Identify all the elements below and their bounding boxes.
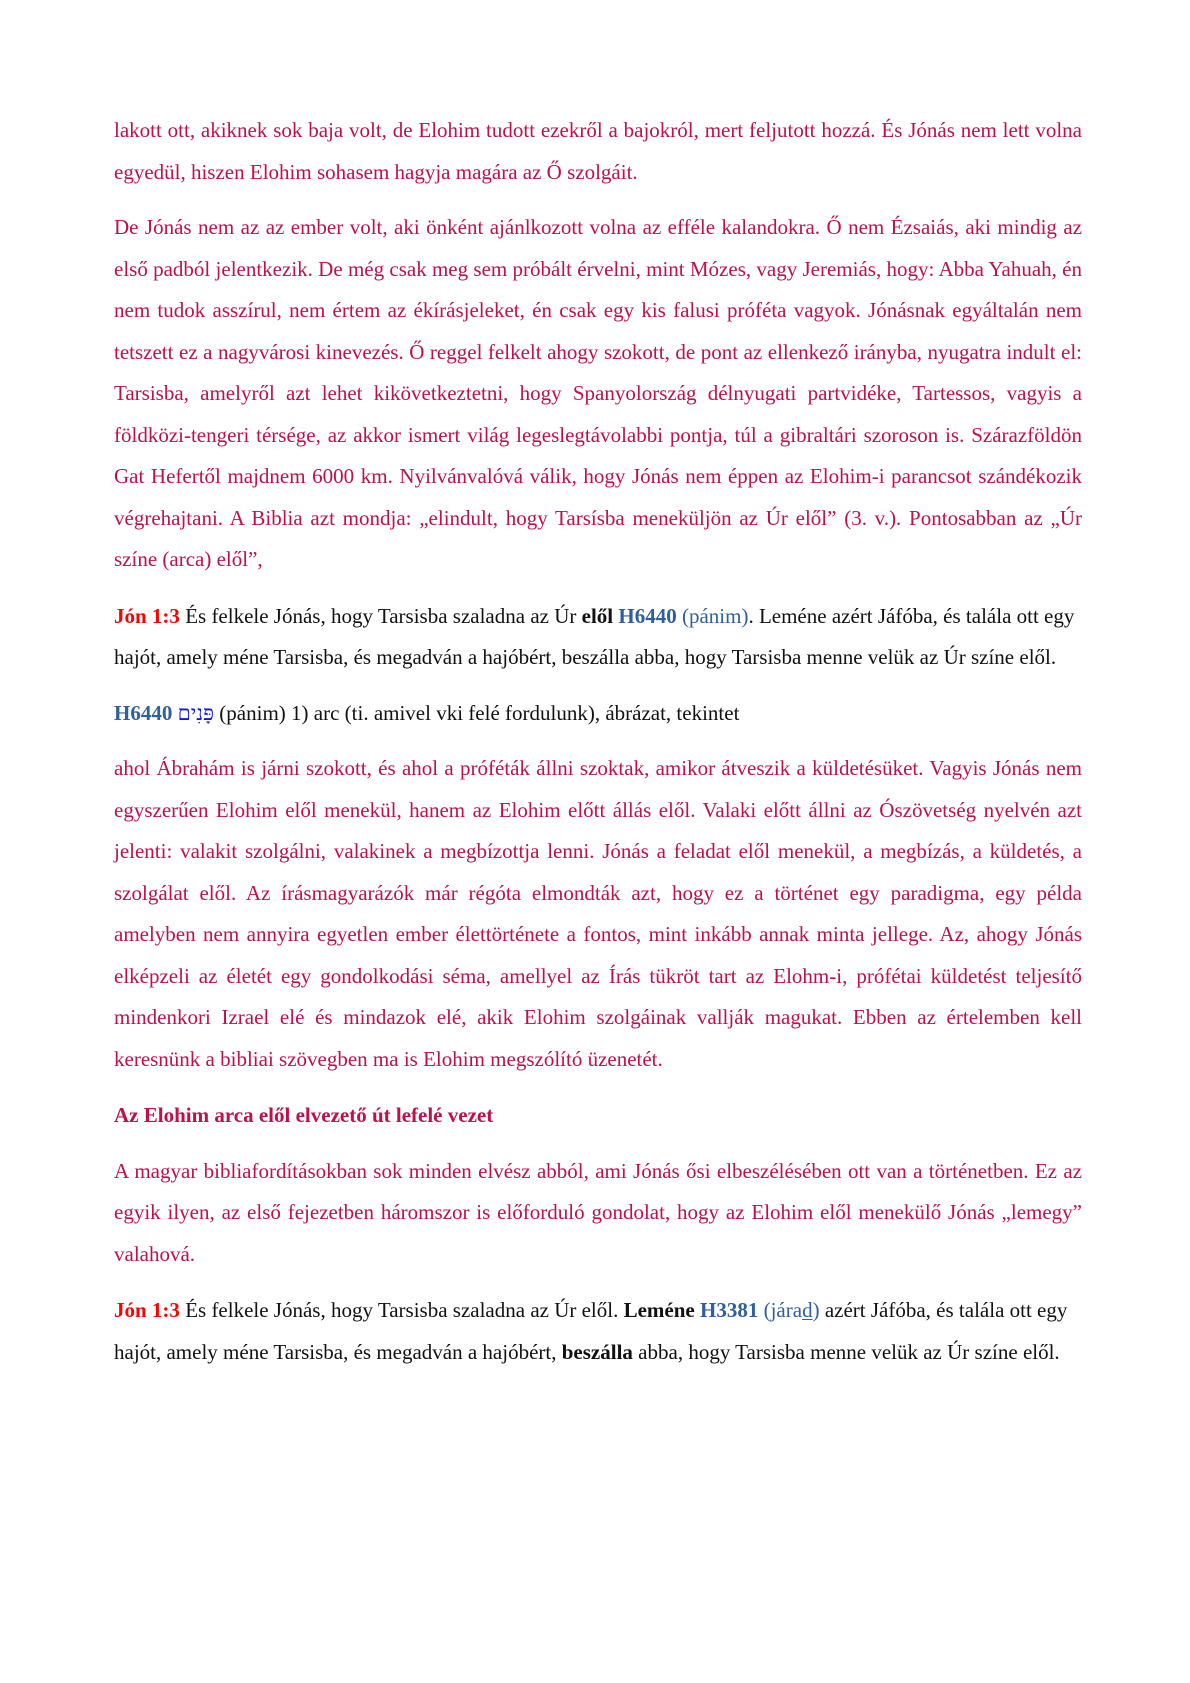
verse-reference: Jón 1:3 bbox=[114, 603, 180, 628]
paragraph-jonah-flees: De Jónás nem az az ember volt, aki önként ajánlkozott volna az efféle kalandokra. Ő nem Ézsaiás, aki mindig az első padból jelentkezik. De még csak meg sem próbált érvelni, mint Mózes, vagy Jeremiás, hogy: Abba Yahuah, én nem tudok asszírul, nem értem az ékírásjeleket, én csak egy kis falusi próféta vagyok. Jónásnak egyáltalán nem tetszett ez a nagyvárosi kinevezés. Ő reggel felkelt ahogy szokott, de pont az ellenkező irányba, nyugatra indult el: Tarsisba, amelyről azt lehet kikövetkeztetni, hogy Spanyolország délnyugati partvidéke, Tartessos, vagyis a földközi-tengeri térsége, az akkor ismert világ legeslegtávolabbi pontja, túl a gibraltári szoroson is. Szárazföldön Gat Hefertől majdnem 6000 km. Nyilvánvalóvá válik, hogy Jónás nem éppen az Elohim-i parancsot szándékozik végrehajtani. A Biblia azt mondja: „elindult, hogy Tarsísba meneküljön az Úr elől” (3. v.). Pontosabban az „Úr színe (arca) elől”, bbox=[114, 215, 1082, 571]
strong-number-link[interactable]: H3381 bbox=[700, 1298, 759, 1322]
section-heading: Az Elohim arca elől elvezető út lefelé vezet bbox=[114, 1103, 494, 1127]
transliteration bbox=[764, 1298, 820, 1322]
verse-text: azért Jáfóba, és talála ott egy hajót, amely méne Tarsisba, és megadván a hajóbért, bbox=[114, 1298, 1068, 1364]
paragraph-translation-note: A magyar bibliafordításokban sok minden elvész abból, ami Jónás ősi elbeszélésében ott van a történetben. Ez az egyik ilyen, az első fejezetben háromszor is előforduló gondolat, hogy az Elohim elől menekülő Jónás „lemegy” valahová. bbox=[114, 1158, 1082, 1266]
transliteration-part: (jára bbox=[763, 1298, 803, 1322]
bible-verse-jon-1-3 bbox=[114, 596, 1082, 679]
transliteration-underlined-letter: d bbox=[802, 1298, 813, 1322]
verse-text: abba, hogy Tarsisba menne velük az Úr színe elől. bbox=[632, 1339, 1060, 1364]
strong-number-link[interactable]: H6440 bbox=[618, 603, 677, 628]
verse-bold-word: Leméne bbox=[623, 1298, 695, 1322]
lexicon-entry bbox=[114, 693, 1082, 735]
paragraph-intro: lakott ott, akiknek sok baja volt, de Elohim tudott ezekről a bajokról, mert feljutott hozzá. És Jónás nem lett volna egyedül, hiszen Elohim sohasem hagyja magára az Ő szolgáit. bbox=[114, 118, 1082, 184]
verse-reference: Jón 1:3 bbox=[114, 1298, 180, 1322]
transliteration: (pánim) bbox=[681, 603, 749, 628]
verse-bold-word: beszálla bbox=[561, 1339, 633, 1364]
bible-verse-jon-1-3-second bbox=[114, 1290, 1082, 1373]
verse-bold-word: elől bbox=[581, 603, 614, 628]
verse-text: És felkele Jónás, hogy Tarsisba szaladna az Úr bbox=[179, 603, 582, 628]
verse-text: És felkele Jónás, hogy Tarsisba szaladna az Úr elől. bbox=[179, 1298, 624, 1322]
verse-text: . Leméne azért Jáfóba, és talála ott egy hajót, amely méne Tarsisba, és megadván a hajóbért, beszálla abba, hogy Tarsisba menne velük az Úr színe elől. bbox=[114, 603, 1075, 669]
lexicon-strong-number: H6440 bbox=[114, 700, 173, 725]
transliteration-part: ) bbox=[812, 1298, 820, 1322]
paragraph-standing-before: ahol Ábrahám is járni szokott, és ahol a próféták állni szoktak, amikor átveszik a küldetésüket. Vagyis Jónás nem egyszerűen Elohim elől menekül, hanem az Elohim előtt állás elől. Valaki előtt állni az Ószövetség nyelvén azt jelenti: valakit szolgálni, valakinek a megbízottja lenni. Jónás a feladat elől menekül, a megbízás, a küldetés, a szolgálat elől. Az írásmagyarázók már régóta elmondták azt, hogy ez a történet egy paradigma, egy példa amelyben nem annyira egyetlen ember élettörténete a fontos, mint inkább annak minta jellege. Az, ahogy Jónás elképzeli az életét egy gondolkodási séma, amellyel az Írás tükröt tart az Elohm-i, prófétai küldetést teljesítő mindenkori Izrael elé és mindazok elé, akik Elohim szolgáinak vallják magukat. Ebben az értelemben kell keresnünk a bibliai szövegben ma is Elohim megszólító üzenetét. bbox=[114, 756, 1082, 1071]
document-content bbox=[114, 110, 1082, 1373]
hebrew-word: פָּנִים bbox=[177, 700, 215, 725]
lexicon-definition: (pánim) 1) arc (ti. amivel vki felé fordulunk), ábrázat, tekintet bbox=[219, 700, 740, 725]
